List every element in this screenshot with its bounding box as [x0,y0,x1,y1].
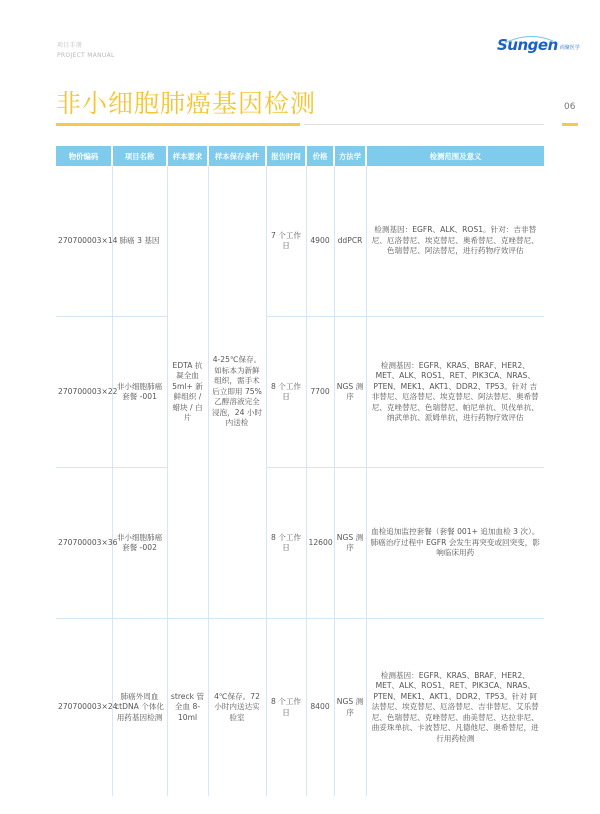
col-header-sample: 样本要求 [167,146,208,166]
cell-price: 4900 [306,166,334,317]
col-header-name: 项目名称 [112,146,167,166]
cell-report-time: 8 个工作日 [266,317,306,468]
table-row [56,468,544,619]
cell-sample-req: streck 管全血 8-10ml [167,619,208,797]
cell-scope: 检测基因：EGFR、KRAS、BRAF、HER2、MET、ALK、ROS1、RET、PIK3CA、NRAS、PTEN、MEK1、AKT1、DDR2、TP53。针对 阿法替尼、埃克替尼、厄洛替尼、吉非替尼、艾乐替尼、色瑞替尼、克唑替尼、曲美替尼、达拉非尼、曲妥珠单抗、卡波替尼、凡德他尼、奥希替尼，进行用药检测 [371,670,539,743]
cell-price: 12600 [306,468,334,619]
cell-code: 270700003×14 [56,166,112,317]
cell-storage: 4℃保存。72 小时内送达实验室 [208,619,266,797]
logo-arc-icon [503,34,555,44]
table-row [56,619,544,797]
col-header-scope: 检测范围及意义 [366,146,544,166]
cell-storage: 4-25℃保存。如标本为新鲜组织，需手术后立即用 75% 乙醇溶液完全浸泡，24 小时内送检 [208,166,266,619]
logo-wordmark: Sungen [497,36,558,54]
cell-sample-req: EDTA 抗凝全血 5ml+ 新鲜组织 / 蜡块 / 白片 [167,166,208,619]
cell-scope: 检测基因：EGFR、ALK、ROS1。针对：吉非替尼、厄洛替尼、埃克替尼、奥希替尼、克唑替尼、色瑞替尼、阿法替尼，进行药物疗效评估 [366,166,544,317]
header-label-cn: 项目手册 [57,42,83,49]
brand-logo [497,36,580,54]
header-label-en: PROJECT MANUAL [57,52,115,59]
cell-code: 270700003×36 [56,468,112,619]
col-header-storage: 样本保存条件 [208,146,266,166]
header-divider [304,124,544,125]
col-header-price: 价格 [306,146,334,166]
table-header-row [56,146,544,166]
cell-name: 肺癌 3 基因 [112,166,167,317]
cell-method: NGS 测序 [334,619,366,797]
page-number-underline [562,123,578,126]
test-table [56,146,544,796]
page-number: 06 [564,102,576,112]
cell-price: 8400 [306,619,334,797]
page-title: 非小细胞肺癌基因检测 [56,89,317,118]
cell-price: 7700 [306,317,334,468]
cell-report-time: 7 个工作日 [266,166,306,317]
cell-scope: 血检追加监控套餐（套餐 001+ 追加血检 3 次）。肺癌治疗过程中 EGFR 会发生再突变或回突变，影响临床用药 [366,468,544,619]
logo-subtitle: 尚聚医学 [559,44,580,51]
cell-code: 270700003×22 [56,317,112,468]
cell-method: NGS 测序 [334,468,366,619]
cell-name: 非小细胞肺癌套餐 -002 [112,468,167,619]
cell-code: 270700003×24 [56,619,112,797]
cell-scope: 检测基因：EGFR、KRAS、BRAF、HER2、MET、ALK、ROS1、RET、PIK3CA、NRAS、PTEN、MEK1、AKT1、DDR2、TP53。针对 吉非替尼、厄洛替尼、埃克替尼、阿法替尼、奥希替尼、克唑替尼、色瑞替尼、帕尼单抗、贝伐单抗、纳武单抗、派姆单抗，进行药物疗效评估 [366,317,544,468]
cell-name: 肺癌外周血 ctDNA 个体化用药基因检测 [112,619,167,797]
col-header-report-time: 报告时间 [266,146,306,166]
cell-report-time: 8 个工作日 [266,468,306,619]
title-underline [56,123,300,126]
cell-report-time: 8 个工作日 [266,619,306,797]
cell-method: ddPCR [334,166,366,317]
table-row [56,317,544,468]
table-row [56,166,544,317]
col-header-method: 方法学 [334,146,366,166]
col-header-code: 物价编码 [56,146,112,166]
cell-method: NGS 测序 [334,317,366,468]
cell-name: 非小细胞肺癌套餐 -001 [112,317,167,468]
